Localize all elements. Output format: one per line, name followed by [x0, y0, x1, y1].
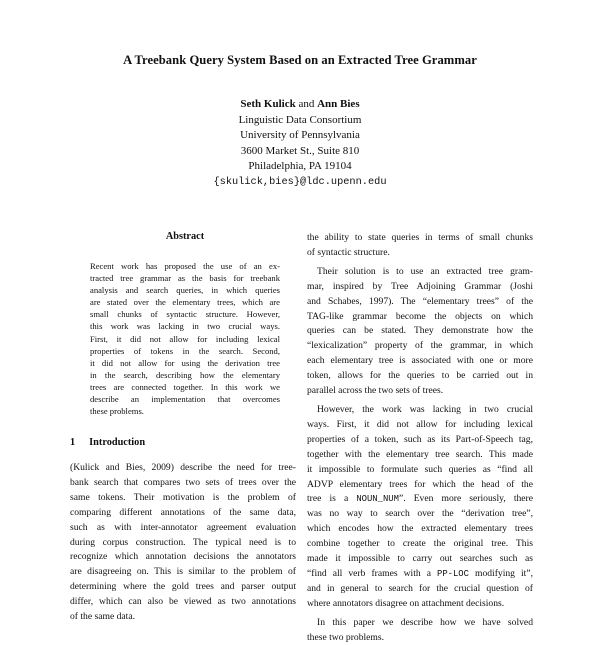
affiliation: Linguistic Data Consortium — [238, 113, 362, 126]
right-column-text — [307, 231, 533, 645]
text-line: during corpus construction. The typical need is to — [70, 536, 296, 548]
text-line: TAG-like grammar become the objects on which — [307, 310, 533, 322]
author-1: Seth Kulick — [240, 98, 296, 110]
university: University of Pennsylvania — [240, 129, 360, 142]
text-line: combine together to create the original tree. This — [307, 538, 533, 550]
text-line: together with the elementary tree search. This made — [307, 448, 533, 460]
section-title: Introduction — [89, 437, 146, 448]
author-conjunction: and — [298, 98, 315, 110]
code-token-noun-num: NOUN_NUM — [356, 494, 399, 505]
text-fragment: modifying it”, — [468, 567, 534, 579]
text-line: (Kulick and Bies, 2009) describe the need for tree- — [70, 462, 296, 473]
paragraph-2 — [307, 265, 533, 399]
text-line: of syntactic structure. — [307, 246, 390, 258]
text-line: and Schabes, 1997). The “elementary trees” of the — [307, 295, 533, 307]
abstract-line: properties of tokens in the search. Second, — [90, 345, 280, 356]
abstract-line: First, it did not allow for including lexical — [90, 333, 280, 344]
text-line: determining where the gold trees and parser output — [70, 581, 296, 593]
text-line: made it impossible to carry out searches such as — [307, 553, 533, 565]
text-line: ADVP elementary trees for which the head of the — [307, 478, 533, 490]
paper-title: A Treebank Query System Based on an Extracted Tree Grammar — [123, 53, 477, 67]
city-address: Philadelphia, PA 19104 — [248, 160, 352, 173]
abstract-line: trees are connected together. In this work we — [90, 381, 280, 392]
text-line: queries can be stated. They demonstrate how the — [307, 325, 533, 337]
abstract-line: Recent work has proposed the use of an ex- — [90, 261, 280, 271]
text-line: comparing different annotations of the same data, — [70, 506, 296, 518]
paragraph-3 — [307, 403, 533, 612]
abstract-line: describe an implementation that overcomes — [90, 394, 280, 405]
abstract-line: are stated over the elementary trees, which are — [90, 297, 280, 308]
text-line: In this paper we describe how we have solved — [317, 616, 533, 628]
abstract-line: small chunks of syntactic structure. However, — [90, 309, 280, 320]
text-line: each elementary tree is associated with one or more — [307, 355, 533, 367]
text-line: such as with inter-annotator agreement evaluation — [70, 521, 296, 533]
text-line: bank search that compares two sets of trees over the — [70, 476, 296, 488]
text-line-with-code — [307, 567, 533, 582]
abstract-line: it did not allow for using the derivation tree — [90, 357, 280, 368]
author-names — [0, 97, 600, 113]
author-2: Ann Bies — [317, 98, 360, 110]
text-line: it impossible to formulate such queries as “find all — [307, 463, 533, 475]
text-line: these two problems. — [307, 631, 385, 643]
text-line: “lexicalization” property of the grammar, in which — [307, 340, 533, 352]
abstract-line: this work was lacking in two crucial ways. — [90, 321, 280, 332]
text-fragment: ”. Even more seriously, there — [398, 493, 533, 505]
text-line-with-code — [307, 492, 533, 507]
text-line: the ability to state queries in terms of small chunks — [307, 232, 533, 243]
text-line: are disagreeing on. This is similar to the problem of — [70, 566, 296, 578]
text-line: which encodes how the extracted elementary trees — [307, 523, 533, 535]
author-block — [0, 97, 600, 191]
section-heading-introduction — [70, 437, 145, 448]
paragraph-4 — [307, 616, 533, 645]
left-column-text — [70, 461, 296, 625]
street-address: 3600 Market St., Suite 810 — [240, 144, 360, 157]
code-token-pp-loc: PP-LOC — [437, 568, 469, 579]
email-address: {skulick,bies}@ldc.upenn.edu — [213, 175, 387, 188]
text-line: parallel across the two sets of trees. — [307, 385, 444, 397]
text-line: recognize which annotation decisions the annotators — [70, 551, 296, 563]
text-line: mar, inspired by Tree Adjoining Grammar (Joshi — [307, 280, 533, 292]
intro-paragraph — [70, 461, 296, 625]
abstract-line: these problems. — [90, 406, 144, 417]
text-line: and in general to search for the crucial question of — [307, 582, 533, 594]
text-line: of the same data. — [70, 611, 135, 623]
abstract-line: tracted tree grammar as the basis for treebank — [90, 273, 280, 284]
abstract-heading: Abstract — [165, 231, 205, 242]
text-line: was no way to search over the “derivation tree”, — [307, 508, 533, 520]
abstract-line: analysis and search queries, in which queries — [90, 285, 280, 296]
text-line: differ, which can also be viewed as two annotations — [70, 596, 296, 608]
text-fragment: “find all verb frames with a — [307, 567, 437, 579]
section-number: 1 — [70, 437, 76, 448]
text-line: token, allows for the queries to be carried out in — [307, 370, 533, 382]
text-line: Their solution is to use an extracted tree gram- — [317, 265, 533, 277]
text-line: same tokens. Their motivation is the problem of — [70, 491, 296, 503]
abstract-line: in the search, describing how the elementary — [90, 369, 280, 380]
text-line: properties of a token, such as its Part-of-Speech tag, — [307, 433, 533, 445]
text-fragment: tree is a — [307, 493, 357, 505]
paragraph-1 — [307, 231, 533, 261]
text-line: However, the work was lacking in two crucial — [317, 403, 533, 415]
text-line: ways. First, it did not allow for including lexical — [307, 418, 533, 430]
text-line: where annotators disagree on attachment decisions. — [307, 597, 505, 609]
abstract-body — [90, 260, 280, 417]
